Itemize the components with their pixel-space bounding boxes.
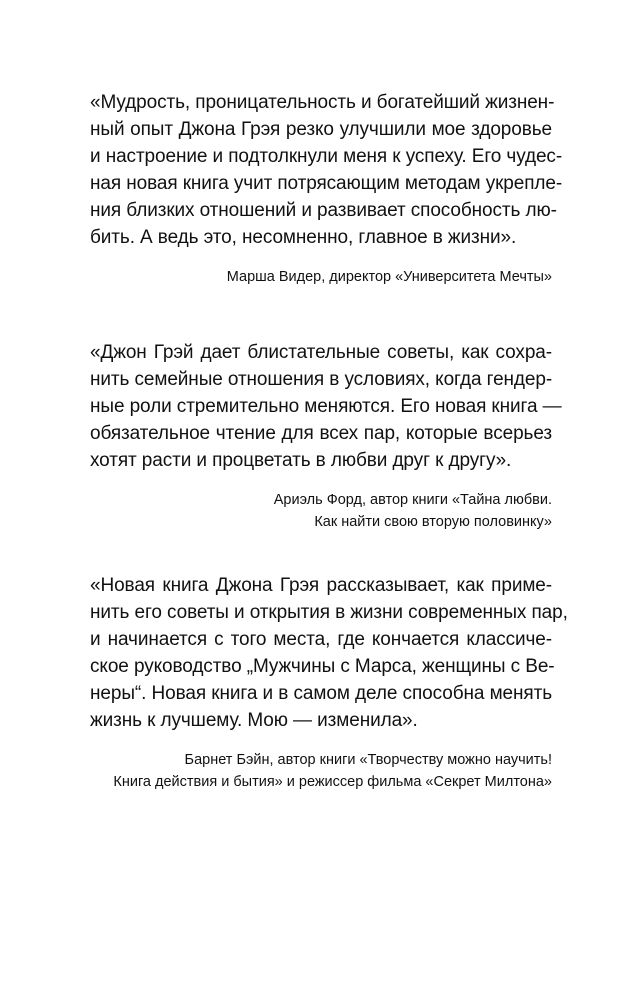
quote-line: ная новая книга учит потрясающим методам укрепле- [90,173,563,194]
testimonial-3 [90,572,568,793]
attribution-line: Марша Видер, директор «Университета Мечты» [226,269,552,285]
quote-line: хотят расти и процветать в любви друг к другу». [90,450,512,471]
quote-line: и начинается с того места, где кончается классиче- [90,629,552,650]
testimonial-quote [90,339,562,474]
quote-line: нить его советы и открытия в жизни современных пар, [90,602,568,623]
testimonial-quote [90,89,563,251]
attribution-line: Барнет Бэйн, автор книги «Творчеству можно научить! [184,752,552,768]
quote-line: «Мудрость, проницательность и богатейший жизнен- [90,92,555,113]
testimonial-2 [90,339,562,533]
quote-line: и настроение и подтолкнули меня к успеху. Его чудес- [90,146,563,167]
testimonial-attribution [90,266,552,288]
quote-line: «Джон Грэй дает блистательные советы, как сохра- [90,342,552,363]
quote-line: жизнь к лучшему. Мою — изменила». [90,710,418,731]
quote-line: неры“. Новая книга и в самом деле способна менять [90,683,552,704]
quote-line: ные роли стремительно меняются. Его новая книга — [90,396,562,417]
quote-line: обязательное чтение для всех пар, которые всерьез [90,423,552,444]
quote-line: бить. А ведь это, несомненно, главное в жизни». [90,227,517,248]
attribution-line: Книга действия и бытия» и режиссер фильма «Секрет Милтона» [113,774,552,790]
quote-line: ское руководство „Мужчины с Марса, женщины с Ве- [90,656,555,677]
testimonial-attribution [90,489,552,533]
attribution-line: Как найти свою вторую половинку» [314,514,552,530]
quote-line: ния близких отношений и развивает способность лю- [90,200,557,221]
attribution-line: Ариэль Форд, автор книги «Тайна любви. [273,492,552,508]
quote-line: ный опыт Джона Грэя резко улучшили мое здоровье [90,119,552,140]
testimonial-quote [90,572,568,734]
quote-line: «Новая книга Джона Грэя рассказывает, как приме- [90,575,552,596]
testimonial-1 [90,89,563,288]
quote-line: нить семейные отношения в условиях, когда гендер- [90,369,553,390]
testimonial-attribution [90,749,552,793]
